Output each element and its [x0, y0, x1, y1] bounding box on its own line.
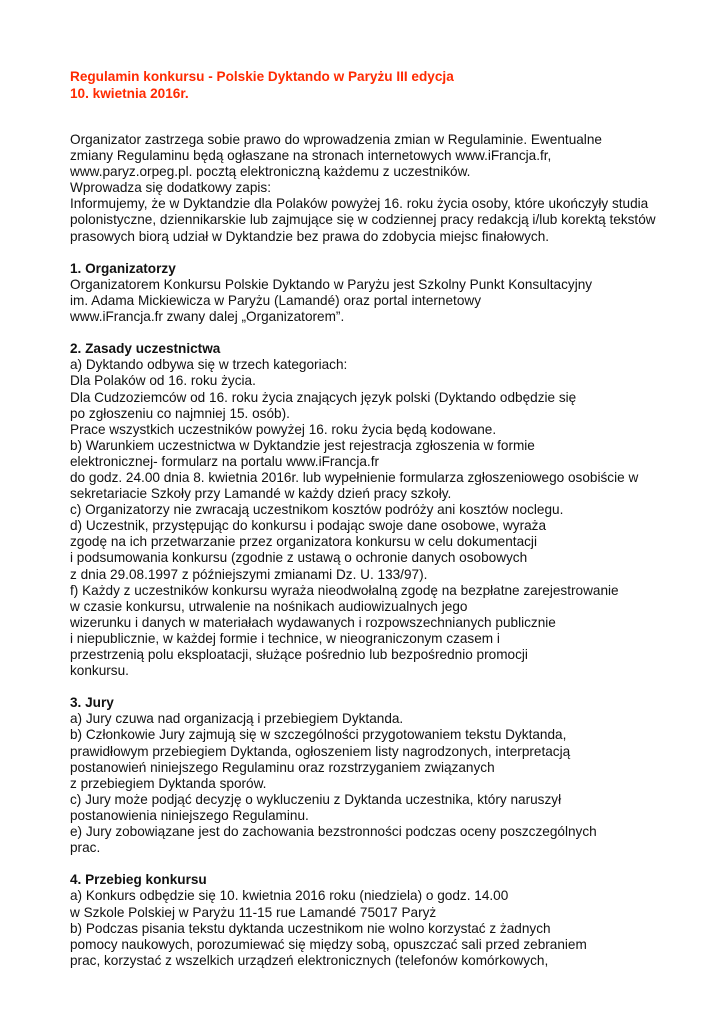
text-line: Dla Polaków od 16. roku życia.: [70, 373, 256, 389]
paragraph-gap: [70, 245, 710, 261]
text-line: i niepublicznie, w każdej formie i technice, w nieograniczonym czasem i: [70, 630, 500, 646]
paragraph: [70, 132, 710, 245]
text-line: Wprowadza się dodatkowy zapis:: [70, 180, 271, 196]
text-line: postanowień niniejszego Regulaminu oraz rozstrzyganiem związanych: [70, 759, 495, 775]
document-body: [70, 132, 710, 969]
text-line: do godz. 24.00 dnia 8. kwietnia 2016r. lub wypełnienie formularza zgłoszeniowego osobiście w: [70, 469, 639, 485]
text-line: z dnia 29.08.1997 z późniejszymi zmianami Dz. U. 133/97).: [70, 566, 428, 582]
document-title: [70, 68, 454, 102]
text-line: polonistyczne, dziennikarskie lub zajmujące się w codziennej pracy redakcją i/lub korektą tekstów: [70, 212, 656, 228]
text-line: pomocy naukowych, porozumiewać się między sobą, opuszczać sali przed zebraniem: [70, 936, 587, 952]
section-heading: 3. Jury: [70, 695, 114, 711]
paragraph: [70, 277, 710, 325]
text-line: e) Jury zobowiązane jest do zachowania bezstronności podczas oceny poszczególnych: [70, 824, 597, 840]
text-line: c) Jury może podjąć decyzję o wykluczeniu z Dyktanda uczestnika, który naruszył: [70, 791, 562, 807]
text-line: b) Członkowie Jury zajmują się w szczególności przygotowaniem tekstu Dyktanda,: [70, 727, 567, 743]
text-line: c) Organizatorzy nie zwracają uczestnikom kosztów podróży ani kosztów noclegu.: [70, 502, 564, 518]
text-line: sekretariacie Szkoły przy Lamandé w każdy dzień pracy szkoły.: [70, 486, 452, 502]
paragraph: [70, 357, 710, 679]
text-line: d) Uczestnik, przystępując do konkursu i podając swoje dane osobowe, wyraża: [70, 518, 547, 534]
text-line: elektronicznej- formularz na portalu www.iFrancja.fr: [70, 453, 379, 469]
text-line: w Szkole Polskiej w Paryżu 11-15 rue Lamandé 75017 Paryż: [70, 904, 437, 920]
text-line: a) Dyktando odbywa się w trzech kategoriach:: [70, 357, 348, 373]
text-line: i podsumowania konkursu (zgodnie z ustawą o ochronie danych osobowych: [70, 550, 528, 566]
text-line: wizerunku i danych w materiałach wydawanych i rozpowszechnianych publicznie: [70, 614, 556, 630]
text-line: prasowych biorą udział w Dyktandzie bez prawa do zdobycia miejsc finałowych.: [70, 228, 550, 244]
text-line: zmiany Regulaminu będą ogłaszane na stronach internetowych www.iFrancja.fr,: [70, 148, 552, 164]
text-line: prac.: [70, 840, 101, 856]
text-line: po zgłoszeniu co najmniej 15. osób).: [70, 405, 290, 421]
text-line: z przebiegiem Dyktanda sporów.: [70, 775, 267, 791]
title-line: Regulamin konkursu - Polskie Dyktando w Paryżu III edycja: [70, 69, 454, 84]
text-line: a) Konkurs odbędzie się 10. kwietnia 2016 roku (niedziela) o godz. 14.00: [70, 888, 509, 904]
text-line: www.paryz.orpeg.pl. pocztą elektroniczną każdemu z uczestników.: [70, 164, 471, 180]
text-line: konkursu.: [70, 663, 129, 679]
text-line: Organizator zastrzega sobie prawo do wprowadzenia zmian w Regulaminie. Ewentualne: [70, 132, 602, 147]
text-line: b) Podczas pisania tekstu dyktanda uczestnikom nie wolno korzystać z żadnych: [70, 920, 551, 936]
text-line: prawidłowym przebiegiem Dyktanda, ogłoszeniem listy nagrodzonych, interpretacją: [70, 743, 571, 759]
title-line: 10. kwietnia 2016r.: [70, 86, 189, 101]
text-line: Informujemy, że w Dyktandzie dla Polaków powyżej 16. roku życia osoby, które ukończyły studia: [70, 196, 649, 212]
paragraph-gap: [70, 679, 710, 695]
text-line: www.iFrancja.fr zwany dalej „Organizatorem”.: [70, 309, 345, 325]
text-line: f) Każdy z uczestników konkursu wyraża nieodwołalną zgodę na bezpłatne zarejestrowanie: [70, 582, 619, 598]
paragraph-gap: [70, 856, 710, 872]
text-line: im. Adama Mickiewicza w Paryżu (Lamandé) oraz portal internetowy: [70, 292, 481, 308]
text-line: zgodę na ich przetwarzanie przez organizatora konkursu w celu dokumentacji: [70, 534, 537, 550]
text-line: przestrzenią polu eksploatacji, służące pośrednio lub bezpośrednio promocji: [70, 647, 528, 662]
text-line: a) Jury czuwa nad organizacją i przebiegiem Dyktanda.: [70, 711, 404, 727]
paragraph: [70, 888, 710, 968]
text-line: w czasie konkursu, utrwalenie na nośnikach audiowizualnych jego: [70, 598, 468, 614]
text-line: postanowienia niniejszego Regulaminu.: [70, 807, 309, 823]
section-heading: 2. Zasady uczestnictwa: [70, 341, 221, 357]
paragraph-gap: [70, 325, 710, 341]
text-line: Organizatorem Konkursu Polskie Dyktando w Paryżu jest Szkolny Punkt Konsultacyjny: [70, 276, 593, 292]
paragraph: [70, 711, 710, 856]
section-heading: 1. Organizatorzy: [70, 260, 176, 276]
section-heading: 4. Przebieg konkursu: [70, 872, 207, 888]
text-line: prac, korzystać z wszelkich urządzeń elektronicznych (telefonów komórkowych,: [70, 952, 549, 968]
text-line: Dla Cudzoziemców od 16. roku życia znających język polski (Dyktando odbędzie się: [70, 389, 577, 405]
text-line: Prace wszystkich uczestników powyżej 16. roku życia będą kodowane.: [70, 421, 497, 437]
text-line: b) Warunkiem uczestnictwa w Dyktandzie jest rejestracja zgłoszenia w formie: [70, 437, 535, 453]
